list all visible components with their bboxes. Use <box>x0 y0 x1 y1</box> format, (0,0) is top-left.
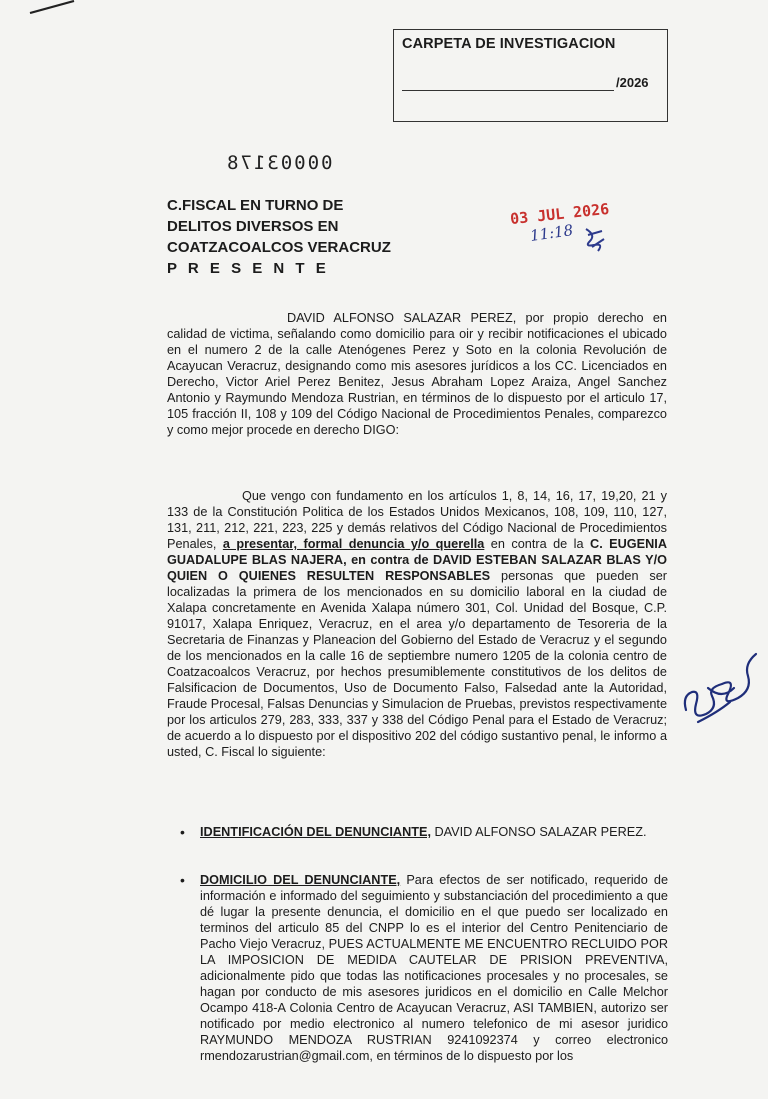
pen-stroke-mark <box>28 0 76 14</box>
addressee-line-2: DELITOS DIVERSOS EN <box>167 218 339 235</box>
list-item <box>178 872 668 1064</box>
complaint-underlined-phrase: a presentar, formal denuncia y/o querella <box>222 537 485 551</box>
carpeta-title: CARPETA DE INVESTIGACION <box>402 36 616 52</box>
carpeta-number-blank <box>402 90 614 91</box>
margin-signature-icon <box>678 648 762 734</box>
complaint-text-part-1: Que vengo con fundamento en los artículos 1, 8, 14, 16, 17, 19,20, 21 y 133 de la Constitución Politica de los Estados Unidos Mexicanos, 108, 109, 110, 127, 131, 211, 212, 221, 223, 225 y demás relativos del Código Nacional de Procedimientos Penales, <box>167 489 667 551</box>
accused-names: C. EUGENIA GUADALUPE BLAS NAJERA, en contra de DAVID ESTEBAN SALAZAR BLAS Y/O QUIEN O QUIENES RESULTEN RESPONSABLES <box>167 537 667 583</box>
bullet-domicilio <box>178 872 668 1064</box>
bullet-heading: DOMICILIO DEL DENUNCIANTE, <box>200 873 401 887</box>
folio-number: 00003178 <box>225 152 333 174</box>
addressee-block <box>167 195 391 279</box>
addressee-presente: P R E S E N T E <box>167 260 330 277</box>
bullet-text: Para efectos de ser notificado, requerido de información e informado del seguimiento y substanciación del procedimiento a que dé lugar la presente denuncia, el domicilio en el que puedo ser localizado en terminos del articulo 85 del CNPP lo es el interior del Centro Penitenciario de Pacho Viejo Veracruz, PUES ACTUALMENTE ME ENCUENTRO RECLUIDO POR LA IMPOSICION DE MEDIDA CAUTELAR DE PRISION PREVENTIVA, adicionalmente pido que todas las notificaciones procesales y no procesales, se hagan por conducto de mis asesores juridicos en el domicilio en Calle Melchor Ocampo 418-A Colonia Centro de Acayucan Veracruz, ASI TAMBIEN, autorizo ser notificado por medio electronico al numero telefonico de mi asesor juridico RAYMUNDO MENDOZA RUSTRIAN 9241092374 y correo electronico rmendozarustrian@gmail.com, en términos de lo dispuesto por los <box>200 873 669 1063</box>
bullet-heading: IDENTIFICACIÓN DEL DENUNCIANTE, <box>200 825 431 839</box>
addressee-line-3: COATZACOALCOS VERACRUZ <box>167 239 391 256</box>
received-time-handwritten: 11:18 <box>528 221 575 245</box>
bullet-dot-icon: • <box>180 872 185 888</box>
complaint-paragraph <box>167 488 667 760</box>
bullet-dot-icon: • <box>180 824 185 840</box>
complaint-text-part-2: en contra de la <box>490 537 584 551</box>
carpeta-investigacion-box <box>393 29 668 122</box>
intro-paragraph: DAVID ALFONSO SALAZAR PEREZ, por propio derecho en calidad de victima, señalando como domicilio para oir y recibir notificaciones el ubicado en el numero 2 de la calle Atenógenes Perez y Soto en la colonia Revolución de Acayucan Veracruz, designando como mis asesores jurídicos a los CC. Licenciados en Derecho, Victor Ariel Perez Benitez, Jesus Abraham Lopez Araiza, Angel Sanchez Antonio y Raymundo Mendoza Rustrian, en términos de lo dispuesto por el articulo 17, 105 fracción II, 108 y 109 del Código Nacional de Procedimientos Penales, comparezco y como mejor procede en derecho DIGO: <box>167 311 667 437</box>
bullet-identificacion <box>178 824 668 840</box>
list-item <box>178 824 668 840</box>
carpeta-year: /2026 <box>616 75 649 90</box>
complaint-text-part-3: personas que pueden ser localizadas la primera de los mencionados en su domicilio laboral en la ciudad de Xalapa concretamente en Avenida Xalapa número 301, Col. Unidad del Bosque, C.P. 91017, Xalapa Enriquez, Veracruz, en el area y/o departamento de Tesoreria de la Secretaria de Finanzas y Planeacion del Gobierno del Estado de Veracruz y el segundo de los mencionados en la calle 16 de septiembre numero 1205 de la colonia centro de Coatzacoalcos Veracruz, por hechos presumiblemente constitutivos de los delitos de Falsificacion de Documentos, Uso de Documento Falso, Falsedad ante la Autoridad, Fraude Procesal, Falsas Denuncias y Simulacion de Pruebas, previstos respectivamente por los articulos 279, 283, 333, 337 y 338 del Código Penal para el Estado de Veracruz; de acuerdo a lo dispuesto por el dispositivo 202 del código sustantivo penal, le informo a usted, C. Fiscal lo siguiente: <box>167 569 668 759</box>
addressee-line-1: C.FISCAL EN TURNO DE <box>167 197 344 214</box>
initials-scribble-icon <box>582 225 606 253</box>
bullet-text: DAVID ALFONSO SALAZAR PEREZ. <box>434 825 647 839</box>
received-date-stamp: 03 JUL 2026 <box>509 199 611 229</box>
